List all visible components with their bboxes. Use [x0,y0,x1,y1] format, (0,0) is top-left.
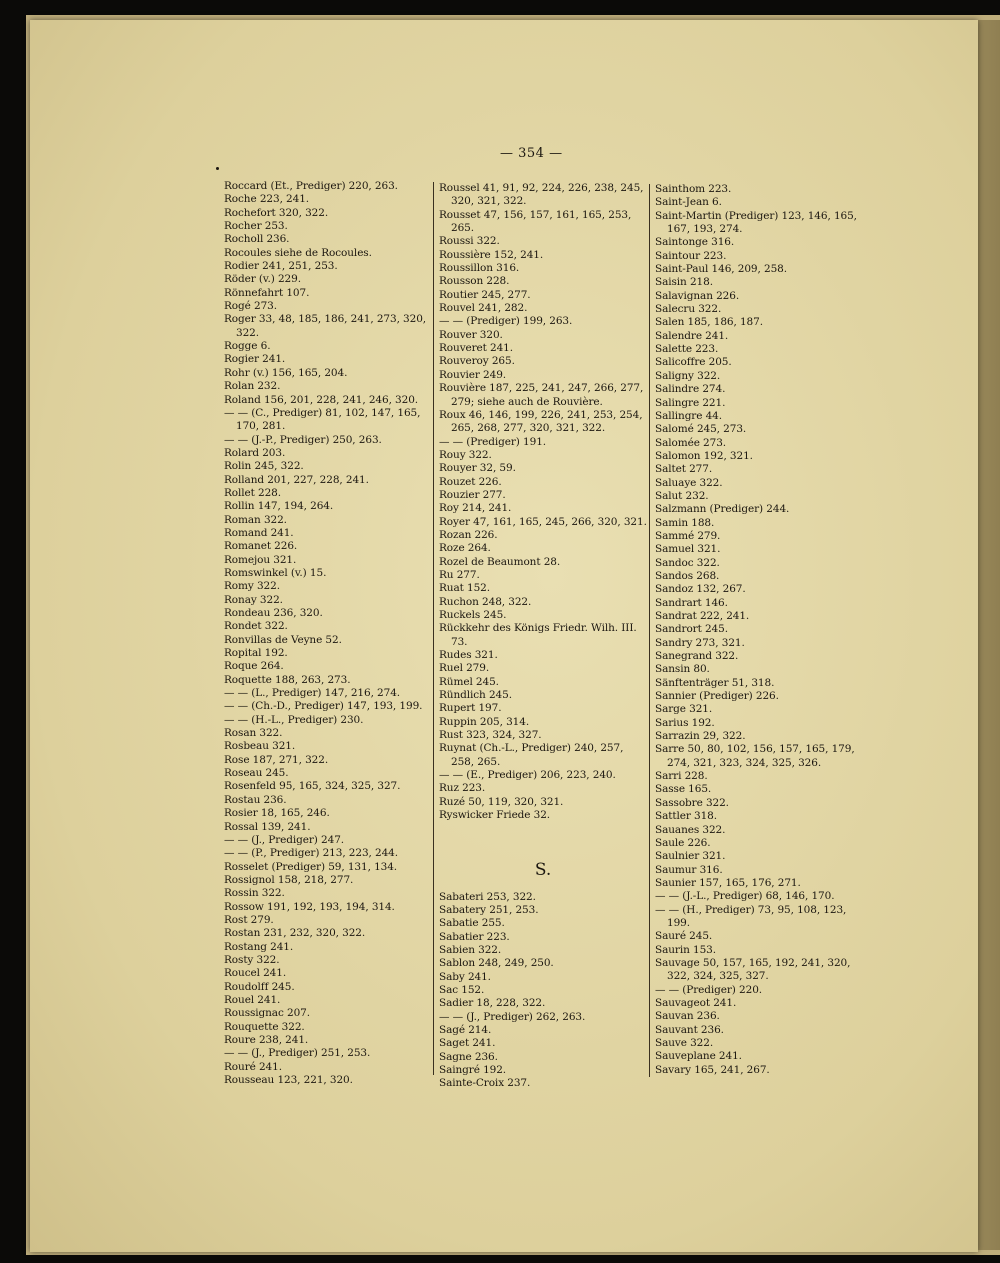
index-entry: Sattler 318. [655,810,718,823]
index-entry: — — (Prediger) 220. [655,983,763,996]
index-entry: Romand 241. [224,526,294,539]
index-entry: Saget 241. [439,1037,496,1050]
index-entry: Rouver 320. [439,328,503,341]
index-entry: Rozel de Beaumont 28. [439,555,561,568]
index-entry: Ronvillas de Veyne 52. [224,633,342,646]
index-entry: Saligny 322. [655,369,721,382]
index-entry: Sagne 236. [439,1050,498,1063]
index-entry: Ropital 192. [224,647,288,660]
index-entry: Rouvière 187, 225, 241, 247, 266, 277, 279; siehe auch de Rouvière. [439,382,644,408]
index-entry: Sagé 214. [439,1023,492,1036]
index-entry: Romswinkel (v.) 15. [224,566,327,579]
index-entry: Rosty 322. [224,953,280,966]
index-entry: Sauvant 236. [655,1023,724,1036]
index-column-2 [439,182,647,1091]
index-entry: Rosenfeld 95, 165, 324, 325, 327. [224,780,401,793]
index-entry: Salut 232. [655,489,709,502]
index-entry: Ruzé 50, 119, 320, 321. [439,795,564,808]
index-entry: Routier 245, 277. [439,288,531,301]
index-entry: Sandrat 222, 241. [655,610,750,622]
index-entry: — — (J., Prediger) 262, 263. [439,1010,586,1023]
index-entry: Rouvier 249. [439,368,507,381]
index-entry: — — (E., Prediger) 206, 223, 240. [439,769,616,782]
index-entry: — — (Prediger) 199, 263. [439,315,573,328]
index-entry: Roze 264. [439,542,491,555]
index-entry: Ru 277. [439,568,480,581]
index-entry: Sarius 192. [655,716,715,729]
index-entry: — — (Ch.-D., Prediger) 147, 193, 199. [224,700,423,713]
index-entry: Ruckels 245. [439,609,507,621]
index-entry: Rostau 236. [224,793,287,806]
section-heading: S. [534,859,552,880]
index-entry: Ronay 322. [224,593,283,606]
index-entry: Roussel 41, 91, 92, 224, 226, 238, 245, 320, 321, 322. [439,182,644,208]
index-entry: Saltet 277. [655,463,713,476]
index-entry: Salzmann (Prediger) 244. [655,503,790,516]
index-entry: Salavignan 226. [655,289,740,302]
page-number: — 354 — [500,146,563,161]
index-entry: Salomée 273. [655,436,727,449]
index-entry: Ründlich 245. [439,689,512,702]
index-entry: Sandry 273, 321. [655,636,745,649]
index-entry: Rouveret 241. [439,342,514,355]
index-entry: Romanet 226. [224,540,298,553]
index-entry: Sablon 248, 249, 250. [439,957,554,970]
index-entry: Rouzet 226. [439,475,502,488]
index-entry: Salette 223. [655,343,719,356]
index-entry: Rondet 322. [224,620,288,633]
index-entry: Rossow 191, 192, 193, 194, 314. [224,900,395,913]
index-entry: Rollet 228. [224,486,281,499]
index-entry: Roucel 241. [224,967,287,980]
index-entry: Rönnefahrt 107. [224,286,310,299]
index-entry: Salindre 274. [655,383,726,396]
index-entry: Rose 187, 271, 322. [224,753,329,766]
index-entry: Rupert 197. [439,702,502,715]
index-entry: Sauré 245. [655,930,713,943]
index-entry: Ruchon 248, 322. [439,595,532,608]
index-entry: Sarre 50, 80, 102, 156, 157, 165, 179, 274, 321, 323, 324, 325, 326. [655,743,855,769]
index-entry: Rolard 203. [224,446,286,459]
index-entry: Saintonge 316. [655,236,735,249]
index-entry: Rousson 228. [439,275,510,288]
index-entry: Rouré 241. [224,1060,282,1073]
index-entry: Sabateri 253, 322. [439,890,536,903]
index-entry: Romy 322. [224,580,280,593]
index-entry: Roseau 245. [224,767,289,780]
index-entry: Salomé 245, 273. [655,423,747,436]
index-entry: Rossal 139, 241. [224,820,311,833]
index-entry: Saby 241. [439,970,491,983]
index-entry: Roccard (Et., Prediger) 220, 263. [224,180,398,192]
index-entry: Saint-Martin (Prediger) 123, 146, 165, 167, 193, 274. [655,209,857,236]
index-entry: Rogier 241. [224,353,286,366]
index-entry: Rochefort 320, 322. [224,206,329,219]
index-entry: Roux 46, 146, 199, 226, 241, 253, 254, 265, 268, 277, 320, 321, 322. [439,408,643,435]
index-entry: Rückkehr des Königs Friedr. Wilh. III. 73. [439,622,637,648]
index-entry: Rousseau 123, 221, 320. [224,1074,353,1087]
index-entry: Savary 165, 241, 267. [655,1063,770,1076]
index-entry: Sansin 80. [655,663,710,676]
index-entry: Sasse 165. [655,783,712,796]
column-divider-2 [649,184,650,1077]
column-divider-1 [433,182,434,1075]
index-entry: Saisin 218. [655,276,713,289]
index-entry: Ruppin 205, 314. [439,715,530,728]
index-entry: Sac 152. [439,983,485,996]
index-entry: — — (C., Prediger) 81, 102, 147, 165, 170, 281. [224,406,421,433]
index-entry: Roland 156, 201, 228, 241, 246, 320. [224,393,419,406]
index-entry: Rossin 322. [224,887,285,900]
index-entry: Saint-Jean 6. [655,196,722,209]
index-entry: — — (Prediger) 191. [439,435,547,448]
index-entry: Sarri 228. [655,770,708,783]
index-entry: Rondeau 236, 320. [224,607,323,619]
index-entry: Sabatier 223. [439,930,510,943]
index-entry: Roussignac 207. [224,1007,310,1020]
index-entry: Rouvel 241, 282. [439,302,528,315]
index-entry: Rosselet (Prediger) 59, 131, 134. [224,860,398,873]
index-entry: Roman 322. [224,513,287,526]
index-entry: Rousset 47, 156, 157, 161, 165, 253, 265. [439,208,632,235]
index-entry: Sannier (Prediger) 226. [655,690,779,703]
index-entry: Rogé 273. [224,300,277,313]
index-entry: Saurin 153. [655,943,716,956]
index-entry: — — (H.-L., Prediger) 230. [224,713,364,726]
index-entry: Rolin 245, 322. [224,460,304,473]
index-entry: Ruel 279. [439,662,490,675]
index-entry: Röder (v.) 229. [224,273,301,286]
index-entry: Rosbeau 321. [224,740,296,753]
index-entry: Sandoc 322. [655,556,720,569]
index-entry: Sandoz 132, 267. [655,583,746,596]
index-entry: Rocher 253. [224,220,288,233]
index-entry: Roy 214, 241. [439,502,512,515]
index-entry: Sauanes 322. [655,823,726,836]
index-entry: Rollin 147, 194, 264. [224,500,334,513]
index-column-3 [655,183,860,1077]
index-entry: Sabien 322. [439,943,502,956]
index-entry: Ruynat (Ch.-L., Prediger) 240, 257, 258, 265. [439,742,624,768]
index-entry: — — (J., Prediger) 247. [224,833,345,846]
index-entry: Sainthom 223. [655,183,732,195]
index-entry: Rolan 232. [224,380,281,393]
index-entry: Sainte-Croix 237. [439,1077,531,1090]
index-entry: Roussi 322. [439,235,500,248]
index-entry: — — (J.-L., Prediger) 68, 146, 170. [655,890,835,903]
index-entry: Romejou 321. [224,553,297,566]
index-entry: Salomon 192, 321. [655,449,753,462]
index-entry: Rozan 226. [439,528,498,541]
index-entry: Sabatery 251, 253. [439,903,539,916]
index-entry: Salecru 322. [655,303,722,316]
index-entry: Rudes 321. [439,649,498,662]
index-entry: Roudolff 245. [224,980,295,993]
index-entry: Rouveroy 265. [439,355,515,368]
index-entry: Royer 47, 161, 165, 245, 266, 320, 321. [439,515,647,528]
index-entry: Salingre 221. [655,396,726,409]
index-entry: Sallingre 44. [655,409,722,422]
index-entry: Ruat 152. [439,582,490,595]
index-entry: Rostan 231, 232, 320, 322. [224,927,366,940]
index-entry: Sandos 268. [655,569,720,582]
index-entry: Rost 279. [224,913,274,926]
index-entry: Sarrazin 29, 322. [655,730,746,743]
index-entry: Sanegrand 322. [655,650,739,663]
index-entry: Rocholl 236. [224,233,290,246]
index-entry: Rouy 322. [439,448,492,461]
index-entry: Ruz 223. [439,782,486,795]
index-entry: Roque 264. [224,660,284,673]
index-entry: Sandrart 146. [655,596,728,609]
index-entry: Saunier 157, 165, 176, 271. [655,876,801,889]
index-entry: Rocoules siehe de Rocoules. [224,246,372,259]
index-entry: Sauve 322. [655,1037,714,1049]
index-entry: Saintour 223. [655,249,727,262]
index-entry: — — (H., Prediger) 73, 95, 108, 123, 199. [655,903,847,929]
index-entry: Ryswicker Friede 32. [439,809,551,822]
index-entry: — — (J.-P., Prediger) 250, 263. [224,433,382,446]
index-entry: Saint-Paul 146, 209, 258. [655,263,787,276]
index-entry: Rohr (v.) 156, 165, 204. [224,366,348,379]
index-entry: Sabatie 255. [439,917,505,930]
index-entry: Saumur 316. [655,863,723,876]
index-entry: Sammé 279. [655,529,721,542]
index-entry: Salendre 241. [655,329,729,342]
index-entry: Saluaye 322. [655,476,723,489]
index-entry: Rogge 6. [224,340,271,353]
index-entry: Saulnier 321. [655,850,726,863]
index-entry: Saule 226. [655,836,711,849]
index-entry: Sauvageot 241. [655,996,737,1009]
index-entry: Rümel 245. [439,675,499,688]
index-entry: Sänftenträger 51, 318. [655,676,775,689]
index-entry: Rouyer 32, 59. [439,462,516,475]
index-entry: Roussillon 316. [439,262,520,275]
index-entry: Rossignol 158, 218, 277. [224,873,354,886]
index-entry: Rolland 201, 227, 228, 241. [224,473,369,486]
index-entry: Roche 223, 241. [224,193,310,206]
index-entry: Rouzier 277. [439,488,506,501]
index-entry: Sarge 321. [655,703,713,716]
index-entry: Roure 238, 241. [224,1034,309,1046]
index-entry: Roger 33, 48, 185, 186, 241, 273, 320, 322. [224,313,427,339]
index-entry: Salen 185, 186, 187. [655,316,763,329]
index-entry: Sauvan 236. [655,1010,720,1023]
index-entry: Rosier 18, 165, 246. [224,807,330,820]
index-entry: Rodier 241, 251, 253. [224,260,338,273]
index-entry: — — (L., Prediger) 147, 216, 274. [224,687,401,700]
ink-dot [216,167,219,170]
index-entry: Sauvage 50, 157, 165, 192, 241, 320, 322, 324, 325, 327. [655,956,851,983]
index-entry: Sadier 18, 228, 322. [439,997,546,1010]
index-entry: Rostang 241. [224,940,294,953]
index-entry: Rust 323, 324, 327. [439,729,542,742]
index-entry: Rosan 322. [224,727,283,740]
index-entry: Sassobre 322. [655,796,729,809]
index-entry: Saingré 192. [439,1063,507,1076]
index-column-1 [224,180,429,1087]
index-entry: — — (J., Prediger) 251, 253. [224,1047,371,1060]
index-entry: Rouquette 322. [224,1020,305,1033]
index-entry: Sandrort 245. [655,623,728,636]
index-entry: Samuel 321. [655,543,721,556]
index-entry: — — (P., Prediger) 213, 223, 244. [224,847,399,860]
index-entry: Sauveplane 241. [655,1050,742,1063]
index-entry: Roquette 188, 263, 273. [224,673,351,686]
index-entry: Samin 188. [655,516,715,529]
index-entry: Roussière 152, 241. [439,248,544,261]
index-entry: Salicoffre 205. [655,356,732,369]
index-entry: Rouel 241. [224,993,281,1006]
